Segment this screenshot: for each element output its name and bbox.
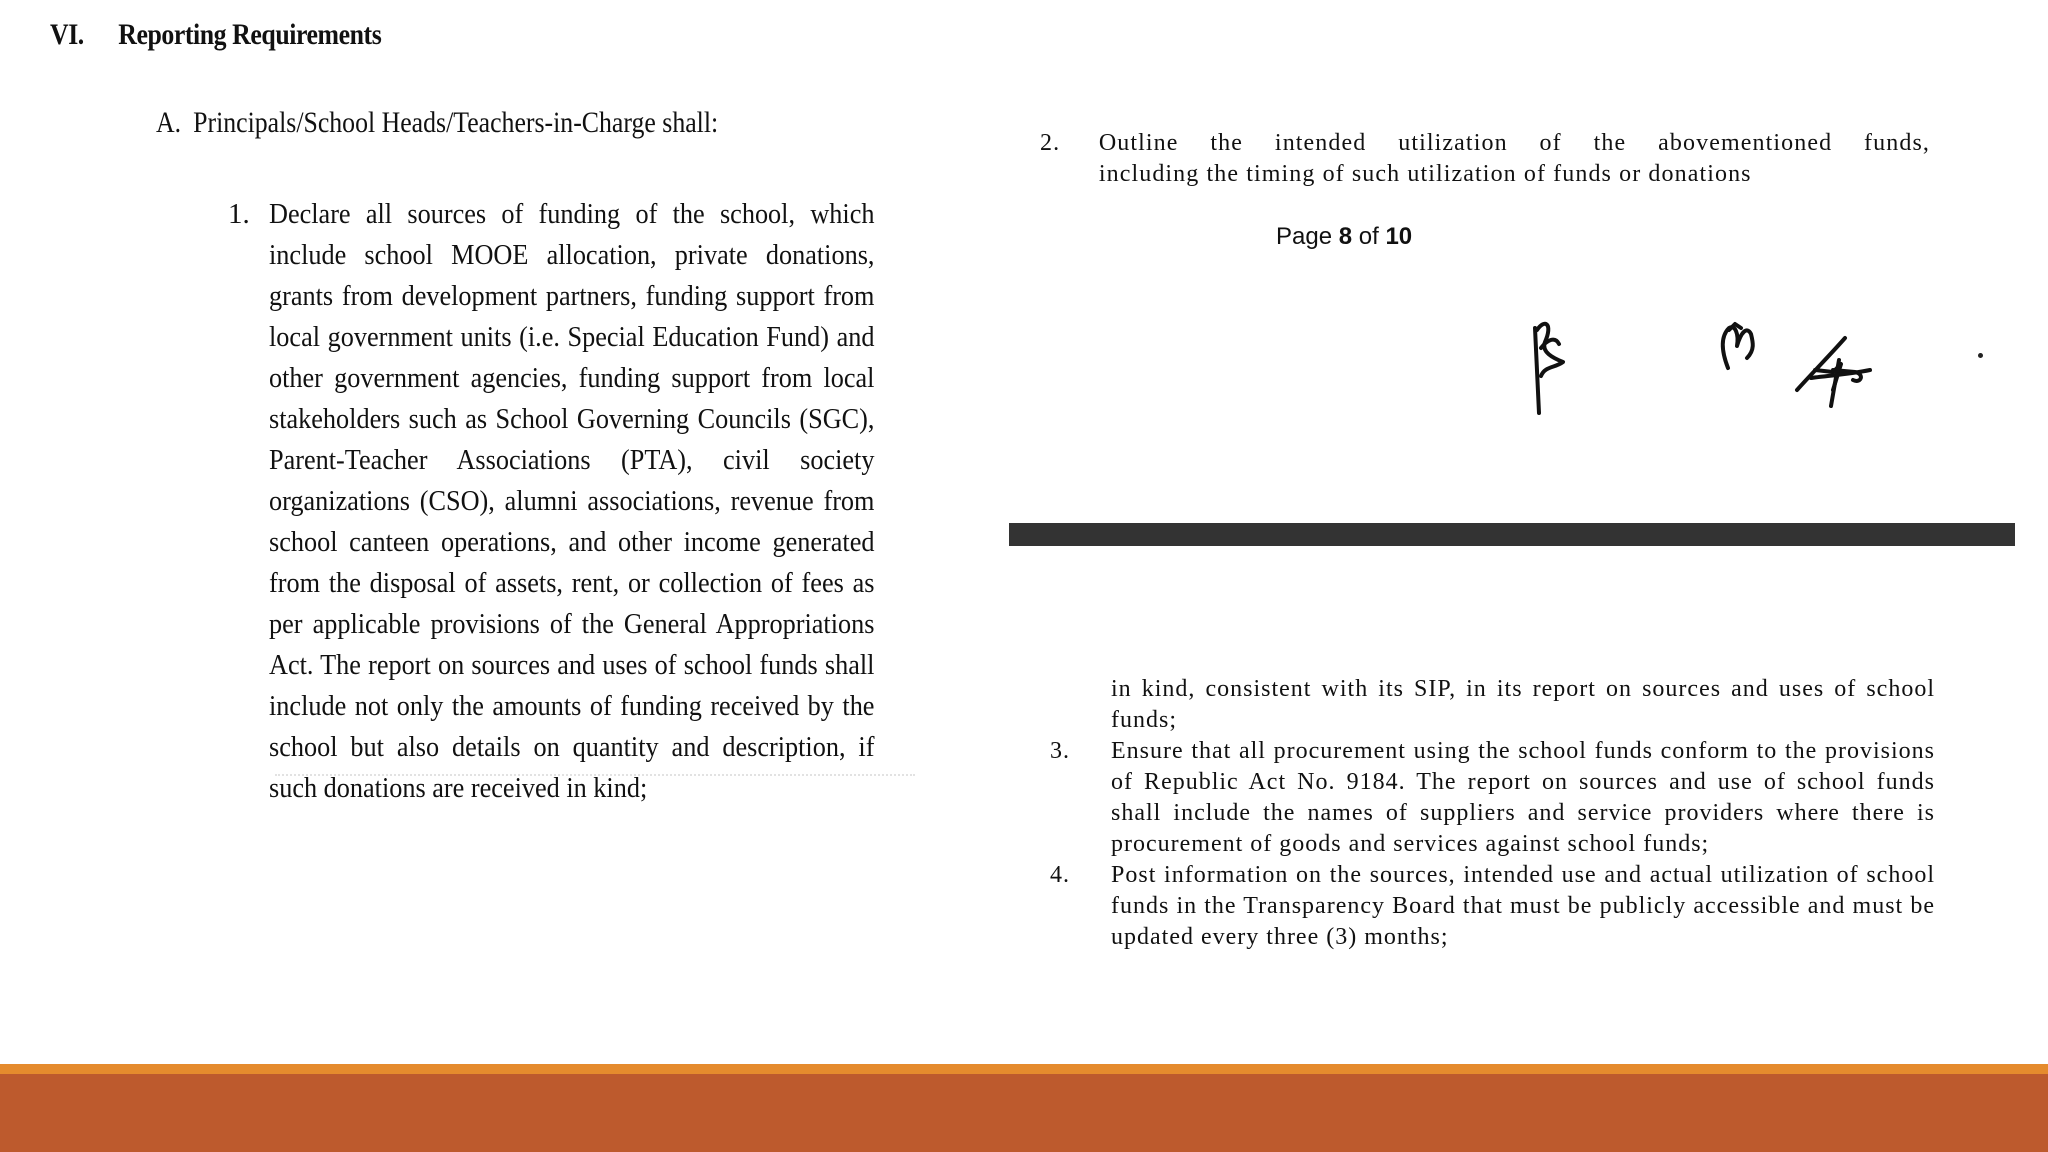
section-heading <box>50 18 381 52</box>
list-item-number: 2. <box>1040 130 1061 156</box>
left-column <box>156 106 956 804</box>
footer-accent-stripe <box>0 1064 2048 1074</box>
continuation-text: in kind, consistent with its SIP, in its report on sources and uses of school funds; <box>1111 676 1935 733</box>
page-total: 10 <box>1385 223 1413 250</box>
section-title: Reporting Requirements <box>118 18 382 51</box>
page-number <box>1276 223 1412 251</box>
subsection-letter: A. <box>156 106 182 139</box>
page-prefix: Page <box>1276 223 1333 250</box>
item2-line-1: Outline the intended utilization of the abovementioned funds, <box>1098 130 1930 156</box>
page-of: of <box>1358 223 1379 250</box>
list-item-4 <box>1050 860 1935 953</box>
faint-scan-line <box>275 774 915 779</box>
scan-divider-bar <box>1009 523 2015 546</box>
handwritten-signatures <box>1515 298 1995 438</box>
list-item-text: Declare all sources of funding of the school, which include school MOOE allocation, private donations, grants from development partners, funding support from local government units (i.e. Special Education Fund) and other government agencies, funding support from local stakeholders such as School Governing Councils (SGC), Parent-Teacher Associations (PTA), civil society organizations (CSO), alumni associations, revenue from school canteen operations, and other income generated from the disposal of assets, rent, or collection of fees as per applicable provisions of the General Appropriations Act. The report on sources and uses of school funds shall include not only the amounts of funding received by the school but also details on quantity and description, if such donations are received in kind; <box>268 198 875 804</box>
page-current: 8 <box>1338 223 1353 250</box>
list-item-number: 3. <box>1050 738 1070 764</box>
item2-line-2: including the timing of such utilization of funds or donations <box>1098 161 1752 187</box>
subsection-heading <box>156 106 844 140</box>
section-number: VI. <box>50 18 84 51</box>
list-item-text: Ensure that all procurement using the school funds conform to the provisions of Republic Act No. 9184. The report on sources and use of school funds shall include the names of suppliers and service providers where there is procurement of goods and services against school funds; <box>1111 738 1935 857</box>
scan-speck <box>1978 353 1983 358</box>
subsection-title: Principals/School Heads/Teachers-in-Charge shall: <box>193 106 719 139</box>
list-item-1 <box>228 194 938 809</box>
list-item-text <box>1099 128 1930 190</box>
list-item-number: 4. <box>1050 862 1070 888</box>
list-item-3 <box>1050 736 1935 860</box>
list-item-text: Post information on the sources, intended use and actual utilization of school funds in the Transparency Board that must be publicly accessible and must be updated every three (3) months; <box>1111 862 1935 950</box>
footer-band <box>0 1074 2048 1152</box>
list-item-number: 1. <box>228 198 250 230</box>
scanned-excerpt-top <box>1040 128 1930 190</box>
scanned-excerpt-bottom <box>1050 674 1935 953</box>
